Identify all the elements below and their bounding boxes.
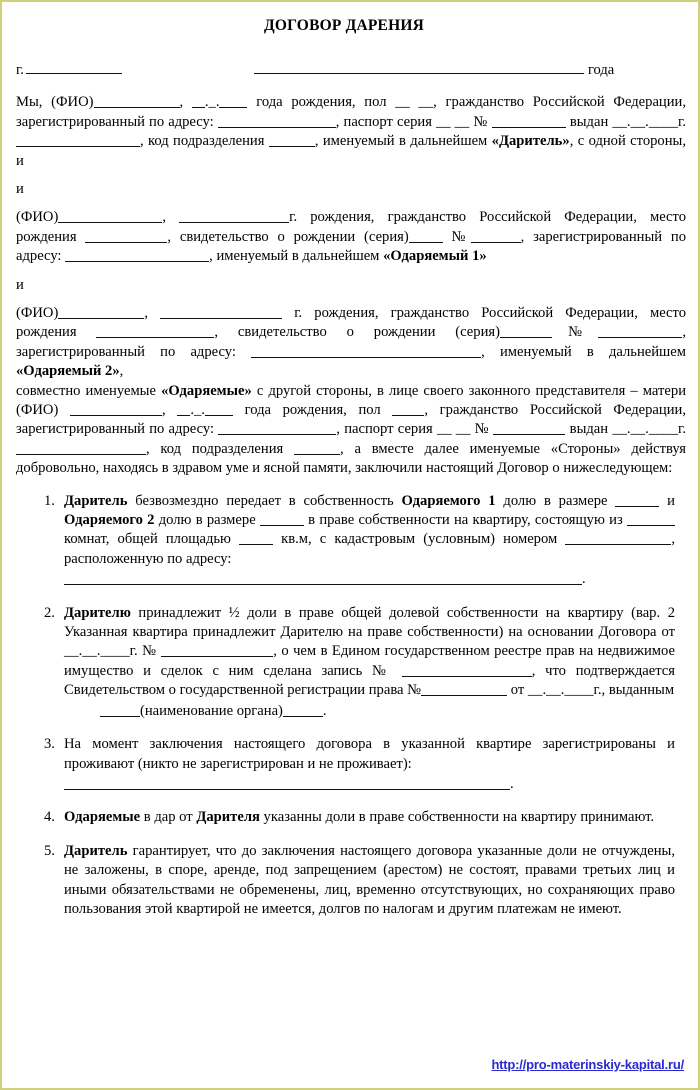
donee2-birth-blank[interactable] xyxy=(160,305,282,319)
donee1-cert-series[interactable] xyxy=(409,228,443,242)
conjunction-2: и xyxy=(16,276,24,293)
donee2-t8: , xyxy=(119,363,124,380)
clause1-p4: долю в размере xyxy=(495,492,616,509)
clause1-p9: комнат, общей площадью xyxy=(64,531,240,548)
rep-birth-y[interactable] xyxy=(205,402,233,416)
donor-address-blank[interactable] xyxy=(218,113,336,127)
clause1-p2: безвозмездно передает в собственность xyxy=(127,492,402,509)
page-title: ДОГОВОР ДАРЕНИЯ xyxy=(264,17,424,34)
donor-t1: Мы, (ФИО) xyxy=(16,94,94,111)
spacer xyxy=(16,199,686,208)
rep-t10: , а вместе далее именуемые «Стороны» действуя добровольно, находясь в здравом уме и ясной памяти, заключили настоящий Договор о нижеследующем: xyxy=(16,440,686,477)
clause1-donor-term: Даритель xyxy=(64,492,128,509)
donee1-birthplace-blank[interactable] xyxy=(85,228,167,242)
donee2-t6: , зарегистрированный по адресу: xyxy=(16,324,686,360)
clause1-address-blank[interactable] xyxy=(64,571,582,585)
date-blank[interactable] xyxy=(254,60,584,74)
clause1-p5: и xyxy=(659,492,675,509)
rep-t6: , гражданство Российской Федерации, зарегистрированный по адресу: xyxy=(16,402,686,438)
clause2-contract-num[interactable] xyxy=(161,643,273,657)
donee1-term: «Одаряемый 1» xyxy=(383,248,487,265)
donees-term: «Одаряемые» xyxy=(161,382,252,399)
source-link[interactable]: http://pro-materinskiy-kapital.ru/ xyxy=(491,1057,684,1072)
rep-birth-d[interactable] xyxy=(177,402,190,416)
rep-division-code[interactable] xyxy=(294,440,340,454)
city-label: г. xyxy=(16,62,24,79)
donee2-cert-num[interactable] xyxy=(598,324,682,338)
donor-t4: года рождения, пол __ __, гражданство Российской Федерации, зарегистрированный по адресу: xyxy=(16,94,687,130)
clause2-p2: принадлежит ½ доли в праве общей долевой собственности на квартиру (вар. 2 Указанная квартира принадлежит Дарителю на праве собственности) на основании Договора от __.__.____г. № xyxy=(64,604,675,660)
donee1-t7: , именуемый в дальнейшем xyxy=(209,248,384,265)
clause-item-1 xyxy=(16,492,686,590)
spacer xyxy=(16,479,686,492)
donor-fio-blank[interactable] xyxy=(94,94,180,108)
donor-paragraph xyxy=(16,93,686,171)
donor-birth-d[interactable] xyxy=(192,94,205,108)
donee1-paragraph xyxy=(16,208,686,266)
donee1-t6: , зарегистрированный по адресу: xyxy=(16,228,687,265)
clause1-p12: . xyxy=(582,571,586,588)
spacer xyxy=(16,80,686,93)
clause2-organ-blank-right[interactable] xyxy=(283,702,323,716)
year-label: года xyxy=(587,62,615,79)
donor-issued-by[interactable] xyxy=(16,133,140,147)
donee1-address-blank[interactable] xyxy=(65,248,209,262)
clause4-donor-term: Дарителя xyxy=(196,809,260,826)
rep-passport-num[interactable] xyxy=(493,421,565,435)
donor-t2: , xyxy=(179,94,192,111)
donor-t7: , код подразделения xyxy=(140,133,269,150)
clause2-donor-term: Дарителю xyxy=(64,604,131,621)
donee1-t3: г. рождения, гражданство Российской Федерации, место рождения xyxy=(16,209,687,245)
clause2-organ-line xyxy=(64,702,675,721)
donee2-paragraph xyxy=(16,304,686,382)
representative-paragraph xyxy=(16,382,686,479)
clause1-p8: в праве собственности на квартиру, состоящую из xyxy=(303,512,627,529)
clause2-organ-blank-left[interactable] xyxy=(100,702,140,716)
clause1-donee1-term: Одаряемого 1 xyxy=(401,492,496,509)
clause-item-4 xyxy=(16,808,686,827)
clause1-p7: долю в размере xyxy=(154,512,260,529)
clause2-p6: (наименование органа) xyxy=(140,702,283,719)
donee1-t4: , свидетельство о рождении (серия) xyxy=(167,228,409,245)
clause1-rooms-blank[interactable] xyxy=(627,512,675,526)
footer xyxy=(491,1056,684,1074)
clause3-p2: . xyxy=(510,775,514,792)
spacer xyxy=(16,267,686,276)
clause1-cadastral-blank[interactable] xyxy=(565,531,671,545)
contract-clause-list xyxy=(16,492,686,920)
rep-t9: , код подразделения xyxy=(146,440,295,457)
rep-address-blank[interactable] xyxy=(218,421,336,435)
spacer xyxy=(16,171,686,180)
donee2-fio-blank[interactable] xyxy=(58,305,144,319)
donee1-fio-blank[interactable] xyxy=(58,209,162,223)
clause3-p1: На момент заключения настоящего договора в указанной квартире зарегистрированы и проживают (никто не зарегистрирован и не проживает): xyxy=(64,736,675,772)
donee2-t4: , свидетельство о рождении (серия) xyxy=(214,324,500,341)
donor-passport-num[interactable] xyxy=(492,113,566,127)
donee2-address-blank[interactable] xyxy=(251,343,481,357)
clause-item-2 xyxy=(16,604,686,721)
donee1-t1: (ФИО) xyxy=(16,209,59,226)
rep-t2: с другой стороны, в лице своего законного представителя – матери (ФИО) xyxy=(16,382,686,419)
spacer xyxy=(16,295,686,304)
donee2-t2: , xyxy=(144,304,161,321)
donor-division-code[interactable] xyxy=(269,133,315,147)
rep-t8: выдан __.__.____г. xyxy=(565,421,686,438)
clause2-certificate-num[interactable] xyxy=(421,682,507,696)
donee2-t3: г. рождения, гражданство Российской Федерации, место рождения xyxy=(16,304,686,341)
rep-t1: совместно именуемые xyxy=(16,382,162,399)
rep-gender-blank[interactable] xyxy=(392,402,424,416)
clause1-p11: , расположенную по адресу: xyxy=(64,531,675,567)
donee2-t1: (ФИО) xyxy=(16,304,59,321)
clause2-p7: . xyxy=(322,702,327,719)
donor-t5: , паспорт серия __ __ № xyxy=(335,113,492,130)
rep-issued-by[interactable] xyxy=(16,440,146,454)
donor-t6: выдан __.__.____г. xyxy=(565,113,686,130)
clause1-share1-blank[interactable] xyxy=(615,492,659,506)
donee2-birthplace-blank[interactable] xyxy=(96,324,214,338)
clause1-share2-blank[interactable] xyxy=(260,512,304,526)
donor-t3: ._. xyxy=(204,94,220,111)
donee2-t5: № xyxy=(551,324,599,341)
clause1-p10: кв.м, с кадастровым (условным) номером xyxy=(273,531,566,548)
donor-birth-y[interactable] xyxy=(219,94,247,108)
rep-t5: года рождения, пол xyxy=(232,402,393,419)
clause4-donees-term: Одаряемые xyxy=(64,809,141,826)
clause2-p3: , о чем в Едином государственном реестре прав на недвижимое имущество и сделок с ним сделана запись № xyxy=(64,643,675,679)
clause1-area-blank[interactable] xyxy=(239,531,273,545)
rep-t3: , xyxy=(162,402,178,419)
clause3-residents-line xyxy=(64,775,675,794)
clause2-p4: , что подтверждается Свидетельством о государственной регистрации права № xyxy=(64,662,676,699)
city-date-row xyxy=(16,60,686,80)
clause-item-3 xyxy=(16,735,686,794)
clause1-address-line xyxy=(64,570,675,589)
donee1-birth-blank[interactable] xyxy=(179,209,289,223)
rep-t7: , паспорт серия __ __ № xyxy=(336,421,494,438)
donee1-cert-num[interactable] xyxy=(471,228,521,242)
donor-t9: , с одной стороны, и xyxy=(16,133,686,169)
clause5-donor-term: Даритель xyxy=(64,842,128,859)
donee2-t7: , именуемый в дальнейшем xyxy=(481,343,687,360)
donee2-cert-series[interactable] xyxy=(500,324,552,338)
clause2-p5: от __.__.____г., выданным xyxy=(507,682,675,699)
clause-item-5 xyxy=(16,842,686,920)
rep-fio-blank[interactable] xyxy=(70,402,162,416)
donee2-term: «Одаряемый 2» xyxy=(16,363,120,380)
clause2-record-num[interactable] xyxy=(402,662,532,676)
donor-t8: , именуемый в дальнейшем xyxy=(314,133,492,150)
paper-sheet xyxy=(2,2,698,1088)
donor-term: «Даритель» xyxy=(491,133,570,150)
clause4-p2: в дар от xyxy=(140,809,197,826)
clause4-p4: указанны доли в праве собственности на квартиру принимают. xyxy=(259,809,655,826)
city-blank[interactable] xyxy=(26,60,122,74)
donee1-t2: , xyxy=(162,209,180,226)
donee1-t5: № xyxy=(442,228,471,245)
clause3-residents-blank[interactable] xyxy=(64,776,510,790)
rep-t4: ._. xyxy=(190,402,205,419)
conjunction-1: и xyxy=(16,180,24,197)
clause1-donee2-term: Одаряемого 2 xyxy=(64,512,155,529)
clause5-p2: гарантирует, что до заключения настоящего договора указанные доли не отчуждены, не заложены, в споре, аренде, под запрещением (арестом) не состоят, правами третьих лиц и иными обязательствами не обременены, лиц, временно отсутствующих, но сохраняющих право пользования этой квартирой не имеется, долгов по налогам и другим платежам не имеют. xyxy=(64,842,675,917)
